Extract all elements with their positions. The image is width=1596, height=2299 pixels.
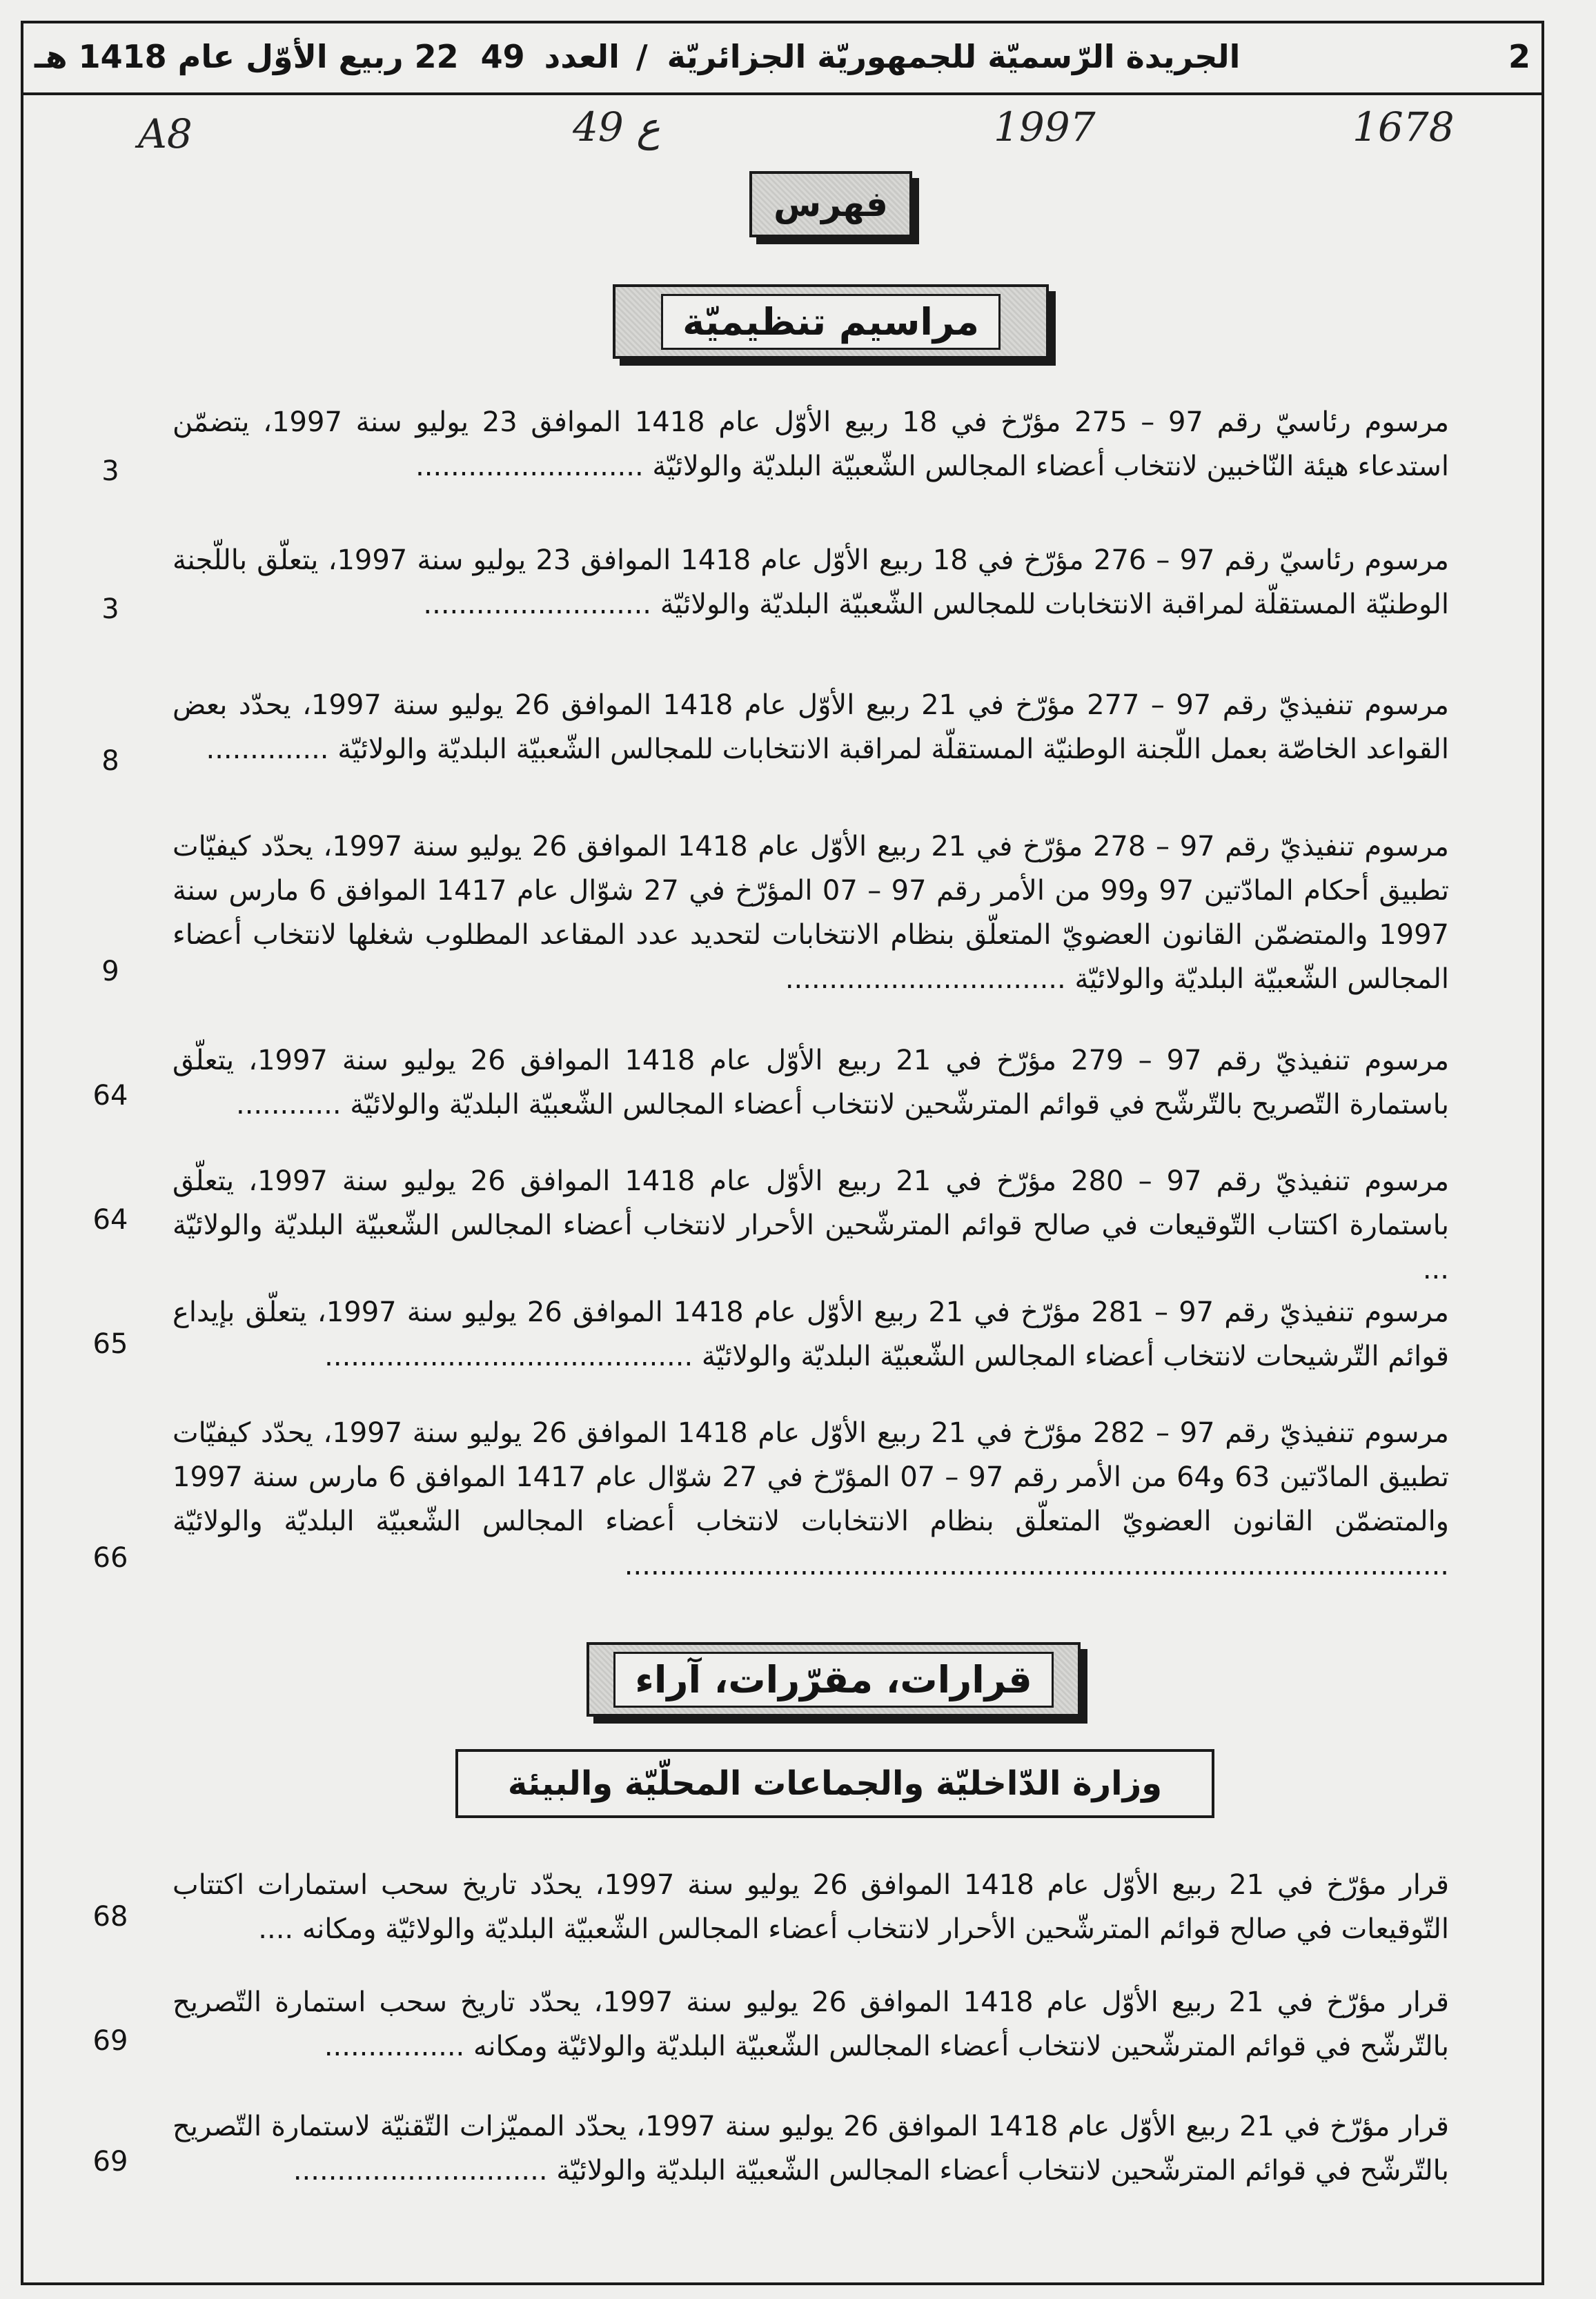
entry-title: قرار مؤرّخ في 21 ربيع الأوّل عام 1418 الموافق 26 يوليو سنة 1997، يحدّد المميّزات التّقنيّة لاستمارة التّصريح بالتّرشّح في قوائم المترشّحين لانتخاب أعضاء المجالس الشّعبيّة البلديّة والولائيّة: [173, 2111, 1450, 2187]
issue-label: العدد: [544, 38, 620, 75]
leader-dots: ..............: [206, 733, 329, 765]
handwritten-year: 1997: [994, 103, 1096, 150]
decisions-heading: قرارات، مقرّرات، آراء: [613, 1652, 1053, 1708]
toc-entry[interactable]: [173, 2104, 1449, 2193]
page-number: 2: [1508, 38, 1530, 75]
toc-entry[interactable]: [173, 1411, 1449, 1588]
entry-title: مرسوم رئاسيّ رقم 97 – 276 مؤرّخ في 18 ربيع الأوّل عام 1418 الموافق 23 يوليو سنة 1997، يتعلّق باللّجنة الوطنيّة المستقلّة لمراقبة الانتخابات للمجالس الشّعبيّة البلديّة والولائيّة: [173, 544, 1449, 620]
entry-page-number: 68: [92, 1901, 128, 1933]
toc-entry[interactable]: [173, 538, 1449, 626]
toc-entry[interactable]: [173, 400, 1449, 489]
header-date: 22 ربيع الأوّل عام 1418 هـ: [35, 38, 459, 75]
entry-page-number: 69: [92, 2146, 128, 2178]
handwritten-serial: 1678: [1352, 103, 1455, 150]
leader-dots: ............: [235, 1089, 342, 1121]
ministry-heading: وزارة الدّاخليّة والجماعات المحلّيّة والبيئة: [507, 1764, 1163, 1803]
entry-page-number: 69: [92, 2025, 128, 2057]
leader-dots: ..........................: [415, 451, 644, 482]
entry-title: مرسوم رئاسيّ رقم 97 – 275 مؤرّخ في 18 ربيع الأوّل عام 1418 الموافق 23 يوليو سنة 1997، يتضمّن استدعاء هيئة النّاخبين لانتخاب أعضاء المجالس الشّعبيّة البلديّة والولائيّة: [173, 406, 1450, 482]
toc-entry[interactable]: [173, 1038, 1449, 1127]
header-separator: /: [636, 38, 648, 75]
leader-dots: ................: [324, 2031, 465, 2062]
entry-title: مرسوم تنفيذيّ رقم 97 – 280 مؤرّخ في 21 ربيع الأوّل عام 1418 الموافق 26 يوليو سنة 1997، يتعلّق باستمارة اكتتاب التّوقيعات في صالح قوائم المترشّحين الأحرار لانتخاب أعضاء المجالس الشّعبيّة البلديّة والولائيّة: [173, 1165, 1449, 1241]
toc-entry[interactable]: [173, 825, 1449, 1001]
toc-entry[interactable]: [173, 1863, 1449, 1951]
ministry-heading-box: [455, 1749, 1214, 1818]
entry-page-number: 3: [101, 455, 119, 487]
leader-dots: ..........................................: [324, 1341, 693, 1372]
entry-page-number: 66: [92, 1542, 128, 1574]
decisions-heading-box: [587, 1642, 1081, 1717]
decrees-heading: مراسيم تنظيميّة: [661, 294, 1001, 350]
handwritten-left-ref: A8: [138, 110, 193, 157]
entry-page-number: 9: [101, 956, 119, 987]
leader-dots: ....: [258, 1913, 294, 1945]
entry-page-number: 8: [101, 745, 119, 777]
leader-dots: ...: [1422, 1254, 1449, 1285]
decrees-heading-box: [613, 284, 1049, 359]
entry-page-number: 3: [101, 593, 119, 625]
toc-entry[interactable]: [173, 1980, 1449, 2069]
toc-entry[interactable]: [173, 1159, 1449, 1292]
entry-title: قرار مؤرّخ في 21 ربيع الأوّل عام 1418 الموافق 26 يوليو سنة 1997، يحدّد تاريخ سحب استمارات اكتتاب التّوقيعات في صالح قوائم المترشّحين الأحرار لانتخاب أعضاء المجالس الشّعبيّة البلديّة والولائيّة ومكانه: [173, 1869, 1450, 1945]
handwritten-issue-ref: 49 ع: [573, 103, 660, 150]
leader-dots: ..............................................................................................: [624, 1550, 1449, 1581]
leader-dots: .............................: [293, 2155, 548, 2187]
entry-title: مرسوم تنفيذيّ رقم 97 – 278 مؤرّخ في 21 ربيع الأوّل عام 1418 الموافق 26 يوليو سنة 1997، يحدّد كيفيّات تطبيق أحكام المادّتين 97 و99 من الأمر رقم 97 – 07 المؤرّخ في 27 شوّال عام 1417 الموافق 6 مارس سنة 1997 والمتضمّن القانون العضويّ المتعلّق بنظام الانتخابات لتحديد عدد المقاعد المطلوب شغلها لانتخاب أعضاء المجالس الشّعبيّة البلديّة والولائيّة: [173, 831, 1449, 995]
entry-title: مرسوم تنفيذيّ رقم 97 – 277 مؤرّخ في 21 ربيع الأوّل عام 1418 الموافق 26 يوليو سنة 1997، يحدّد بعض القواعد الخاصّة بعمل اللّجنة الوطنيّة المستقلّة لمراقبة الانتخابات للمجالس الشّعبيّة البلديّة والولائيّة: [173, 689, 1449, 765]
toc-entry[interactable]: [173, 683, 1449, 771]
entry-page-number: 65: [92, 1328, 128, 1360]
index-title-box: [749, 171, 912, 237]
leader-dots: ..........................: [423, 589, 651, 620]
gazette-header: [21, 21, 1544, 95]
entry-title: مرسوم تنفيذيّ رقم 97 – 282 مؤرّخ في 21 ربيع الأوّل عام 1418 الموافق 26 يوليو سنة 1997، يحدّد كيفيّات تطبيق المادّتين 63 و64 من الأمر رقم 97 – 07 المؤرّخ في 27 شوّال عام 1417 الموافق 6 مارس سنة 1997 والمتضمّن القانون العضويّ المتعلّق بنظام الانتخابات لانتخاب أعضاء المجالس الشّعبيّة البلديّة والولائيّة: [173, 1417, 1450, 1537]
toc-entry[interactable]: [173, 1290, 1449, 1379]
entry-page-number: 64: [92, 1204, 128, 1236]
entry-title: مرسوم تنفيذيّ رقم 97 – 281 مؤرّخ في 21 ربيع الأوّل عام 1418 الموافق 26 يوليو سنة 1997، يتعلّق بإيداع قوائم التّرشيحات لانتخاب أعضاء المجالس الشّعبيّة البلديّة والولائيّة: [173, 1296, 1449, 1372]
entry-page-number: 64: [92, 1080, 128, 1112]
index-title: فهرس: [774, 184, 888, 224]
leader-dots: ................................: [785, 963, 1066, 995]
entry-title: قرار مؤرّخ في 21 ربيع الأوّل عام 1418 الموافق 26 يوليو سنة 1997، يحدّد تاريخ سحب استمارة التّصريح بالتّرشّح في قوائم المترشّحين لانتخاب أعضاء المجالس الشّعبيّة البلديّة والولائيّة ومكانه: [173, 1986, 1449, 2062]
gazette-title: الجريدة الرّسميّة للجمهوريّة الجزائريّة: [667, 38, 1241, 75]
issue-number: 49: [480, 38, 525, 75]
entry-title: مرسوم تنفيذيّ رقم 97 – 279 مؤرّخ في 21 ربيع الأوّل عام 1418 الموافق 26 يوليو سنة 1997، يتعلّق باستمارة التّصريح بالتّرشّح في قوائم المترشّحين لانتخاب أعضاء المجالس الشّعبيّة البلديّة والولائيّة: [173, 1045, 1449, 1121]
